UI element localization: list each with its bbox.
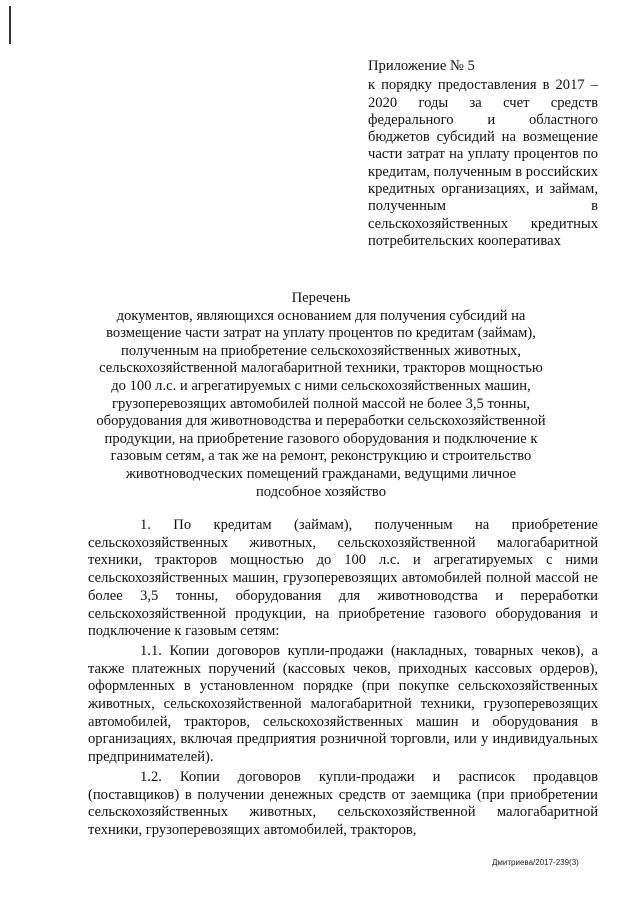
document-title: Перечень [291, 290, 351, 306]
document-subtitle: документов, являющихся основанием для получения субсидий на возмещение части затрат на уплату процентов по кредитам (займам), полученным на приобретение сельскохозяйственных животных, сельскохозяйственной малогабаритной техники, тракторов мощностью до 100 л.с. и агрегатируемых с ними сельскохозяйственных машин, грузоперевозящих автомобилей полной массой не более 3,5 тонны, оборудования для животноводства и переработки сельскохозяйственной продукции, на приобретение газового оборудования и подключение к газовым сетям, а так же на ремонт, реконструкцию и строительство животноводческих помещений гражданами, ведущими личное подсобное хозяйство [96, 307, 546, 500]
document-body [88, 517, 598, 842]
footer-reference: Дмитриева/2017-239(3) [492, 858, 579, 867]
appendix-block [368, 58, 598, 250]
paragraph-1-2: 1.2. Копии договоров купли-продажи и расписок продавцов (поставщиков) в получении денежных средств от заемщика (при приобретении сельскохозяйственных животных, сельскохозяйственной малогабаритной техники, грузоперевозящих автомобилей, тракторов, [88, 768, 598, 838]
scan-edge-mark [9, 6, 11, 44]
appendix-title: Приложение № 5 [368, 58, 475, 74]
paragraph-1-1: 1.1. Копии договоров купли-продажи (накладных, товарных чеков), а также платежных поручений (кассовых чеков, приходных кассовых ордеров), оформленных в установленном порядке (при покупке сельскохозяйственных животных, сельскохозяйственной малогабаритной техники, грузоперевозящих автомобилей, тракторов, сельскохозяйственных машин и оборудования в организациях, включая предприятия розничной торговли, или у индивидуальных предпринимателей). [88, 642, 598, 766]
document-heading [96, 290, 546, 501]
paragraph-1: 1. По кредитам (займам), полученным на приобретение сельскохозяйственных животных, сельскохозяйственной малогабаритной техники, тракторов мощностью до 100 л.с. и агрегатируемых с ними сельскохозяйственных машин, грузоперевозящих автомобилей полной массой не более 3,5 тонны, оборудования для животноводства и переработки сельскохозяйственной продукции, на приобретение газового оборудования и подключение к газовым сетям: [88, 517, 598, 640]
appendix-body: к порядку предоставления в 2017 – 2020 годы за счет средств федерального и областного бюджетов субсидий на возмещение части затрат на уплату процентов по кредитам, полученным в российских кредитных организациях, и займам, полученным в сельскохозяйственных кредитных потребительских кооперативах [368, 77, 598, 249]
